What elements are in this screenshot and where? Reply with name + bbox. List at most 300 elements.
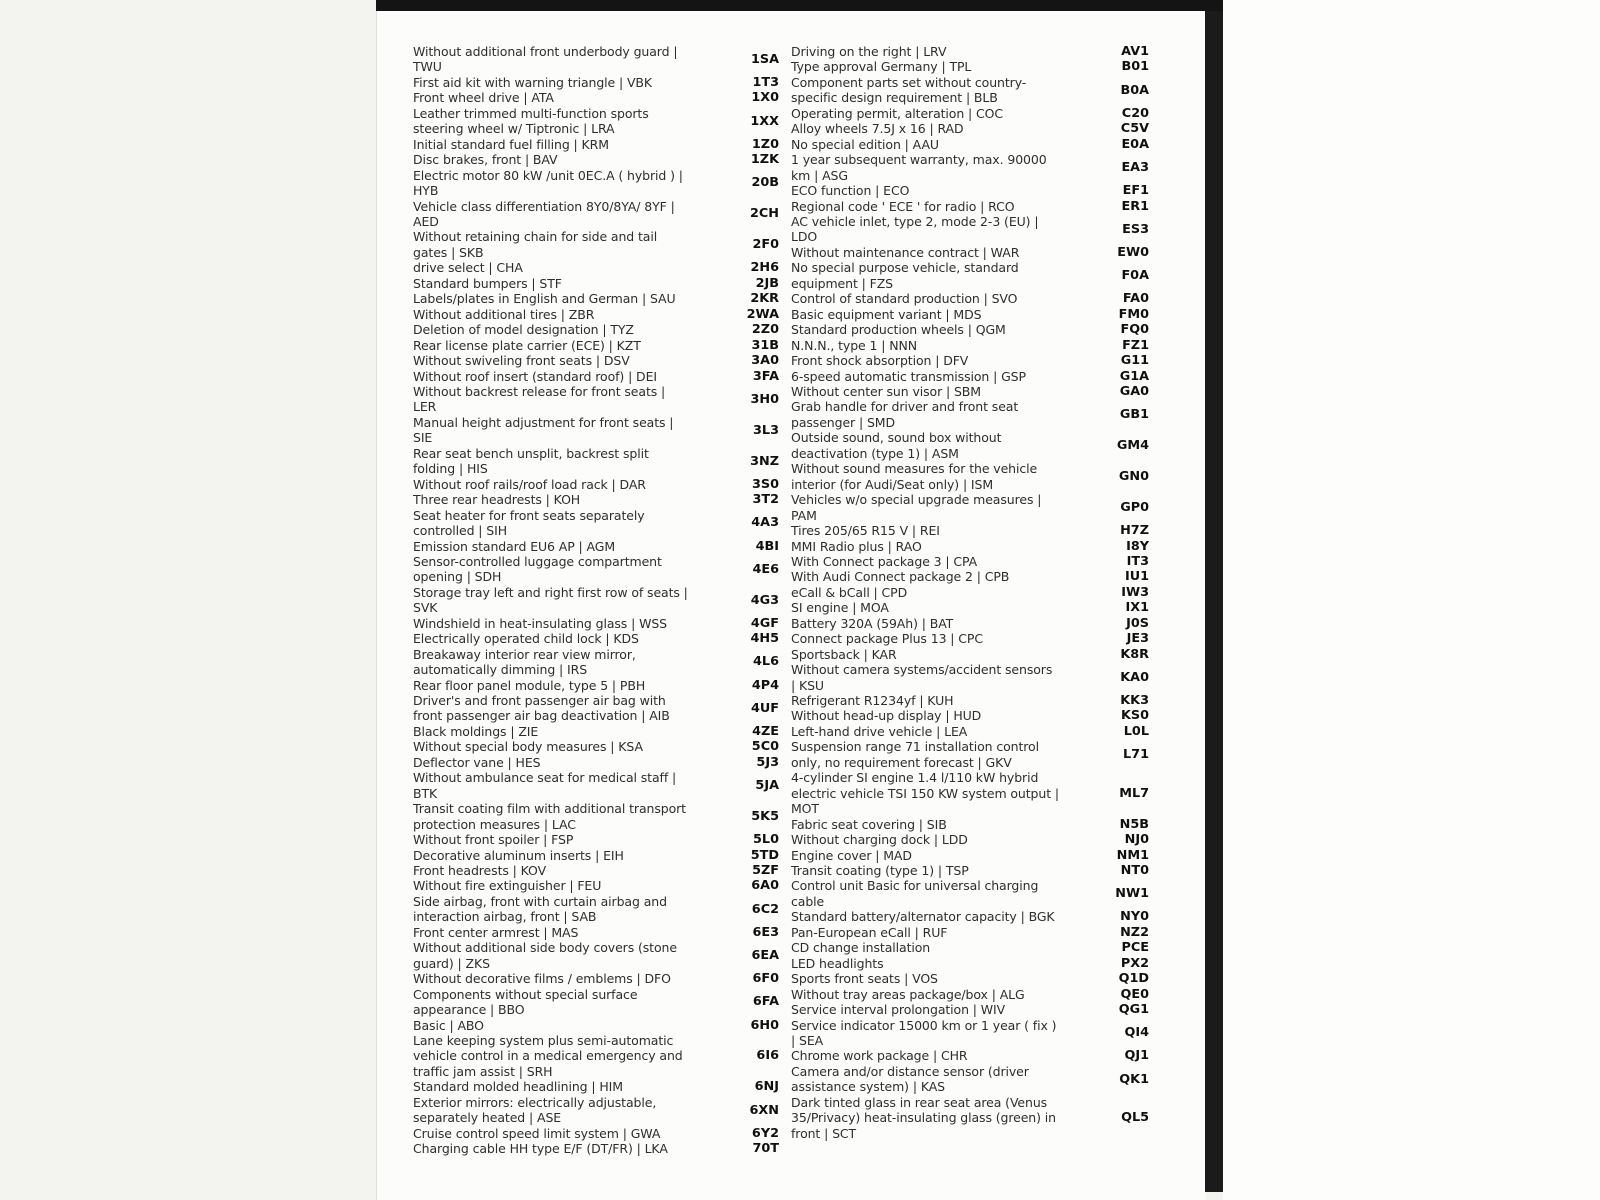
- list-item: [791, 106, 1149, 121]
- option-description: Connect package Plus 13 | CPC: [791, 631, 983, 647]
- list-item: [413, 75, 779, 90]
- pr-code: C5V: [1120, 121, 1149, 137]
- option-description: Without retaining chain for side and tail gates | SKB: [413, 229, 658, 260]
- pr-code: QI4: [1124, 1025, 1149, 1041]
- list-item: [791, 539, 1149, 554]
- option-description: With Connect package 3 | CPA: [791, 553, 978, 569]
- list-item: [413, 90, 779, 105]
- option-description: CD change installation: [791, 940, 931, 956]
- list-item: [791, 322, 1149, 337]
- option-description: Control of standard production | SVO: [791, 291, 1018, 307]
- list-item: [791, 554, 1149, 569]
- list-item: [791, 384, 1149, 399]
- pr-code: I8Y: [1126, 538, 1149, 554]
- option-description: Front shock absorption | DFV: [791, 353, 969, 369]
- list-item: [413, 925, 779, 940]
- list-item: [413, 276, 779, 291]
- option-description: No special purpose vehicle, standard equipment | FZS: [791, 260, 1019, 291]
- list-item: [413, 848, 779, 863]
- option-description: Chrome work package | CHR: [791, 1048, 968, 1064]
- option-description: Charging cable HH type E/F (DT/FR) | LKA: [413, 1141, 668, 1157]
- pr-code: L71: [1123, 747, 1149, 763]
- pr-code: B01: [1121, 59, 1149, 75]
- list-item: [413, 724, 779, 739]
- pr-code: 3T2: [752, 492, 779, 508]
- option-description: Basic equipment variant | MDS: [791, 306, 982, 322]
- option-description: Standard molded headlining | HIM: [413, 1079, 623, 1095]
- list-item: [791, 662, 1149, 693]
- list-item: [413, 801, 779, 832]
- option-description: 1 year subsequent warranty, max. 90000 km | ASG: [791, 152, 1047, 183]
- list-item: [791, 770, 1149, 816]
- pr-code: GA0: [1119, 383, 1149, 399]
- option-description: Driver's and front passenger air bag with front passenger air bag deactivation | AIB: [413, 693, 670, 724]
- option-description: 6-speed automatic transmission | GSP: [791, 368, 1026, 384]
- list-item: [413, 369, 779, 384]
- list-item: [791, 909, 1149, 924]
- pr-code: 6EA: [751, 948, 779, 963]
- list-item: [791, 971, 1149, 986]
- pr-code: 1T3: [752, 74, 779, 90]
- pr-code: 5C0: [751, 739, 779, 755]
- option-description: Leather trimmed multi-function sports steering wheel w/ Tiptronic | LRA: [413, 105, 649, 137]
- pr-code: 6I6: [756, 1048, 779, 1064]
- option-description: Engine cover | MAD: [791, 847, 912, 863]
- pr-code: 2F0: [752, 237, 779, 253]
- pr-code: KA0: [1120, 669, 1149, 685]
- list-item: [413, 647, 779, 678]
- list-item: [413, 616, 779, 631]
- option-description: Labels/plates in English and German | SAU: [413, 291, 676, 307]
- option-description: Sports front seats | VOS: [791, 971, 938, 987]
- list-item: [791, 291, 1149, 306]
- option-description: Refrigerant R1234yf | KUH: [791, 693, 954, 709]
- option-description: Transit coating (type 1) | TSP: [791, 863, 969, 879]
- pr-code: 1X0: [751, 90, 779, 106]
- pr-code: EF1: [1122, 183, 1149, 199]
- pr-code: ES3: [1122, 221, 1149, 237]
- pr-code: G11: [1120, 353, 1149, 369]
- pr-code: 6E3: [752, 924, 779, 940]
- pr-code: H7Z: [1120, 523, 1149, 539]
- option-description: AC vehicle inlet, type 2, mode 2-3 (EU) | LDO: [791, 213, 1039, 245]
- list-item: [413, 137, 779, 152]
- list-item: [413, 106, 779, 137]
- option-description: Left-hand drive vehicle | LEA: [791, 723, 968, 739]
- list-item: [791, 75, 1149, 106]
- pr-code: 4UF: [750, 700, 779, 716]
- pr-code: L0L: [1123, 723, 1149, 739]
- option-description: Without roof rails/roof load rack | DAR: [413, 476, 646, 492]
- pr-code: 4P4: [751, 677, 779, 693]
- list-item: [791, 492, 1149, 523]
- left-code-list: [413, 44, 779, 1157]
- list-item: [413, 631, 779, 646]
- list-item: [413, 44, 779, 75]
- option-description: Black moldings | ZIE: [413, 723, 539, 739]
- pr-code: 1ZK: [750, 152, 779, 168]
- pr-code: 6Y2: [751, 1125, 779, 1141]
- list-item: [791, 307, 1149, 322]
- option-description: First aid kit with warning triangle | VBK: [413, 74, 653, 90]
- pr-code: 5JA: [755, 778, 779, 794]
- list-item: [791, 739, 1149, 770]
- list-item: [791, 430, 1149, 461]
- list-item: [413, 987, 779, 1018]
- pr-code: QJ1: [1124, 1048, 1149, 1064]
- pr-code: IT3: [1126, 553, 1149, 569]
- list-item: [791, 848, 1149, 863]
- pr-code: NJ0: [1124, 832, 1149, 848]
- list-item: [413, 554, 779, 585]
- list-item: [791, 199, 1149, 214]
- option-description: Suspension range 71 installation control only, no requirement forecast | GKV: [791, 739, 1039, 770]
- option-description: Storage tray left and right first row of seats | SVK: [413, 584, 688, 616]
- option-description: Service indicator 15000 km or 1 year ( fix ) | SEA: [791, 1017, 1057, 1048]
- option-description: Lane keeping system plus semi-automatic vehicle control in a medical emergency and traffic jam assist | SRH: [413, 1033, 683, 1079]
- pr-code: EA3: [1121, 159, 1149, 175]
- pr-code: 4BI: [755, 538, 779, 554]
- option-description: Without center sun visor | SBM: [791, 383, 981, 399]
- option-description: Driving on the right | LRV: [791, 44, 947, 59]
- pr-code: 2WA: [746, 306, 779, 322]
- pr-code: ER1: [1121, 198, 1149, 214]
- pr-code: 2KR: [750, 291, 779, 307]
- pr-code: 5J3: [756, 754, 779, 770]
- pr-code: 4A3: [751, 515, 779, 531]
- pr-code: GM4: [1116, 438, 1149, 454]
- option-description: Without charging dock | LDD: [791, 832, 968, 848]
- list-item: [791, 693, 1149, 708]
- list-item: [413, 585, 779, 616]
- pr-code: IX1: [1125, 600, 1149, 616]
- list-item: [791, 863, 1149, 878]
- pr-code: B0A: [1120, 82, 1149, 98]
- pr-code: QG1: [1118, 1002, 1149, 1018]
- option-description: Without special body measures | KSA: [413, 739, 643, 755]
- pr-code: 6A0: [751, 878, 779, 894]
- list-item: [413, 878, 779, 893]
- list-item: [791, 956, 1149, 971]
- option-description: Manual height adjustment for front seats | SIE: [413, 414, 674, 446]
- list-item: [413, 832, 779, 847]
- pr-code: 4G3: [750, 592, 779, 608]
- option-description: Fabric seat covering | SIB: [791, 816, 947, 832]
- list-item: [413, 291, 779, 306]
- list-item: [791, 369, 1149, 384]
- list-item: [413, 770, 779, 801]
- list-item: [791, 878, 1149, 909]
- pr-code: 6NJ: [754, 1079, 779, 1095]
- list-item: [791, 1095, 1149, 1141]
- pr-code: PCE: [1121, 940, 1149, 956]
- option-description: Decorative aluminum inserts | EIH: [413, 847, 624, 863]
- list-item: [791, 1018, 1149, 1049]
- list-item: [413, 492, 779, 507]
- pr-code: G1A: [1119, 368, 1149, 384]
- list-item: [413, 168, 779, 199]
- option-description: Sensor-controlled luggage compartment opening | SDH: [413, 553, 662, 585]
- list-item: [413, 1126, 779, 1141]
- option-description: Without additional front underbody guard | TWU: [413, 44, 678, 75]
- option-description: Regional code ' ECE ' for radio | RCO: [791, 198, 1015, 214]
- option-description: Basic | ABO: [413, 1017, 484, 1033]
- option-description: Rear license plate carrier (ECE) | KZT: [413, 337, 641, 353]
- pr-code: GP0: [1120, 499, 1149, 515]
- pr-code: FM0: [1118, 306, 1149, 322]
- pr-code: NZ2: [1120, 924, 1149, 940]
- list-item: [791, 708, 1149, 723]
- list-item: [791, 399, 1149, 430]
- pr-code: 4GF: [750, 615, 779, 631]
- option-description: Disc brakes, front | BAV: [413, 152, 558, 168]
- pr-code: IU1: [1124, 569, 1149, 585]
- option-description: Without fire extinguisher | FEU: [413, 878, 602, 894]
- list-item: [413, 229, 779, 260]
- pr-code: 3A0: [751, 353, 779, 369]
- pr-code: IW3: [1121, 584, 1149, 600]
- pr-code: KS0: [1120, 708, 1149, 724]
- list-item: [413, 739, 779, 754]
- pr-code: NT0: [1120, 863, 1149, 879]
- pr-code: 2JB: [755, 275, 779, 291]
- list-item: [791, 523, 1149, 538]
- pr-code: 4L6: [753, 654, 779, 670]
- pr-code: JE3: [1126, 631, 1149, 647]
- option-description: Tires 205/65 R15 V | REI: [791, 523, 940, 539]
- pr-code: 6H0: [750, 1017, 779, 1033]
- list-item: [413, 338, 779, 353]
- pr-code: Q1D: [1118, 971, 1149, 987]
- option-description: Front headrests | KOV: [413, 863, 547, 879]
- option-description: Without decorative films / emblems | DFO: [413, 971, 671, 987]
- option-description: Without additional tires | ZBR: [413, 306, 595, 322]
- list-item: [791, 214, 1149, 245]
- list-item: [413, 199, 779, 230]
- list-item: [413, 755, 779, 770]
- option-description: Operating permit, alteration | COC: [791, 105, 1004, 121]
- list-item: [413, 693, 779, 724]
- list-item: [791, 59, 1149, 74]
- option-description: Without roof insert (standard roof) | DEI: [413, 368, 657, 384]
- option-description: N.N.N., type 1 | NNN: [791, 337, 917, 353]
- pr-code: 5TD: [750, 847, 779, 863]
- list-item: [413, 260, 779, 275]
- pr-code: 3H0: [750, 391, 779, 407]
- option-description: Breakaway interior rear view mirror, automatically dimming | IRS: [413, 646, 636, 678]
- option-description: ECO function | ECO: [791, 183, 910, 199]
- option-description: Without swiveling front seats | DSV: [413, 353, 630, 369]
- list-item: [791, 338, 1149, 353]
- pr-code: NM1: [1116, 847, 1149, 863]
- option-description: Without head-up display | HUD: [791, 708, 982, 724]
- pr-code: 6XN: [749, 1102, 779, 1118]
- pr-code: EW0: [1117, 244, 1149, 260]
- option-description: Outside sound, sound box without deactivation (type 1) | ASM: [791, 430, 1002, 461]
- pr-code: PX2: [1120, 955, 1149, 971]
- option-description: Pan-European eCall | RUF: [791, 924, 948, 940]
- list-item: [413, 152, 779, 167]
- scanned-page: [376, 0, 1206, 1200]
- option-description: Components without special surface appearance | BBO: [413, 986, 638, 1018]
- list-item: [791, 245, 1149, 260]
- pr-code: QK1: [1119, 1071, 1149, 1087]
- list-item: [791, 987, 1149, 1002]
- option-description: Side airbag, front with curtain airbag and interaction airbag, front | SAB: [413, 893, 667, 925]
- list-item: [413, 1141, 779, 1156]
- list-item: [413, 477, 779, 492]
- list-item: [791, 152, 1149, 183]
- option-description: Camera and/or distance sensor (driver assistance system) | KAS: [791, 1063, 1029, 1095]
- list-item: [413, 539, 779, 554]
- option-description: Front wheel drive | ATA: [413, 90, 554, 106]
- option-description: Service interval prolongation | WIV: [791, 1002, 1006, 1018]
- list-item: [791, 925, 1149, 940]
- option-description: Battery 320A (59Ah) | BAT: [791, 615, 954, 631]
- list-item: [413, 384, 779, 415]
- option-description: Deletion of model designation | TYZ: [413, 322, 634, 338]
- list-item: [791, 183, 1149, 198]
- pr-code: 3L3: [753, 422, 779, 438]
- option-description: Grab handle for driver and front seat passenger | SMD: [791, 399, 1019, 430]
- option-description: MMI Radio plus | RAO: [791, 538, 922, 554]
- option-description: Exterior mirrors: electrically adjustable, separately heated | ASE: [413, 1094, 657, 1126]
- list-item: [413, 307, 779, 322]
- pr-code: N5B: [1119, 816, 1149, 832]
- option-description: With Audi Connect package 2 | CPB: [791, 569, 1010, 585]
- pr-code: J0S: [1126, 615, 1149, 631]
- pr-code: QL5: [1121, 1110, 1149, 1126]
- list-item: [413, 1033, 779, 1079]
- list-item: [413, 322, 779, 337]
- list-item: [791, 461, 1149, 492]
- list-item: [791, 1002, 1149, 1017]
- pr-code: 5L0: [753, 832, 779, 848]
- option-description: Windshield in heat-insulating glass | WSS: [413, 615, 667, 631]
- pr-code: 2H6: [750, 260, 779, 276]
- pr-code: FA0: [1122, 291, 1149, 307]
- pr-code: 2CH: [749, 206, 779, 222]
- pr-code: 6FA: [752, 994, 779, 1010]
- option-description: Vehicles w/o special upgrade measures | PAM: [791, 492, 1042, 523]
- option-description: Without camera systems/accident sensors | KSU: [791, 662, 1053, 693]
- pr-code: 31B: [751, 337, 779, 353]
- option-description: Component parts set without country-specific design requirement | BLB: [791, 74, 1027, 106]
- pr-code: FQ0: [1120, 322, 1149, 338]
- option-description: Type approval Germany | TPL: [791, 59, 972, 75]
- list-item: [413, 446, 779, 477]
- option-description: Deflector vane | HES: [413, 754, 541, 770]
- list-item: [791, 137, 1149, 152]
- pr-code: 5K5: [751, 808, 779, 824]
- list-item: [413, 1095, 779, 1126]
- list-item: [791, 647, 1149, 662]
- pr-code: QE0: [1120, 986, 1149, 1002]
- scan-top-edge: [376, 0, 1223, 11]
- option-description: Vehicle class differentiation 8Y0/8YA/ 8YF | AED: [413, 198, 675, 229]
- option-description: Alloy wheels 7.5J x 16 | RAD: [791, 121, 964, 137]
- list-item: [791, 631, 1149, 646]
- list-item: [791, 44, 1149, 59]
- option-description: No special edition | AAU: [791, 136, 939, 152]
- pr-code: F0A: [1121, 268, 1149, 284]
- option-description: Standard bumpers | STF: [413, 275, 562, 291]
- option-description: Without maintenance contract | WAR: [791, 244, 1020, 260]
- list-item: [413, 1079, 779, 1094]
- list-item: [791, 260, 1149, 291]
- option-description: Transit coating film with additional transport protection measures | LAC: [413, 801, 686, 832]
- list-item: [413, 940, 779, 971]
- option-description: Control unit Basic for universal charging cable: [791, 878, 1039, 909]
- list-item: [413, 863, 779, 878]
- list-item: [791, 353, 1149, 368]
- option-description: Electrically operated child lock | KDS: [413, 631, 639, 647]
- option-description: Without tray areas package/box | ALG: [791, 986, 1025, 1002]
- option-description: 4-cylinder SI engine 1.4 l/110 kW hybrid electric vehicle TSI 150 KW system output | MOT: [791, 770, 1060, 817]
- option-description: SI engine | MOA: [791, 600, 889, 616]
- scan-right-margin: [1223, 0, 1600, 1200]
- option-description: Without backrest release for front seats | LER: [413, 383, 666, 415]
- pr-code: 1Z0: [751, 136, 779, 152]
- pr-code: 3S0: [751, 476, 779, 492]
- list-item: [413, 678, 779, 693]
- list-item: [791, 724, 1149, 739]
- list-item: [791, 817, 1149, 832]
- pr-code: 20B: [751, 175, 779, 191]
- pr-code: 2Z0: [751, 322, 779, 338]
- option-description: Front center armrest | MAS: [413, 924, 579, 940]
- option-description: drive select | CHA: [413, 260, 523, 276]
- option-description: Rear seat bench unsplit, backrest split folding | HIS: [413, 445, 649, 477]
- pr-code: 4H5: [750, 631, 779, 647]
- option-description: Rear floor panel module, type 5 | PBH: [413, 677, 646, 693]
- pr-code: K8R: [1120, 646, 1149, 662]
- option-description: Without ambulance seat for medical staff | BTK: [413, 770, 677, 801]
- option-description: LED headlights: [791, 955, 884, 971]
- pr-code: 4ZE: [752, 723, 779, 739]
- option-description: Without sound measures for the vehicle interior (for Audi/Seat only) | ISM: [791, 461, 1038, 492]
- pr-code: GN0: [1118, 468, 1149, 484]
- pr-code: 3FA: [752, 368, 779, 384]
- pr-code: AV1: [1121, 44, 1149, 59]
- list-item: [791, 940, 1149, 955]
- option-description: Electric motor 80 kW /unit 0EC.A ( hybrid ) | HYB: [413, 167, 683, 199]
- option-description: Without additional side body covers (stone guard) | ZKS: [413, 940, 677, 971]
- list-item: [791, 600, 1149, 615]
- pr-code: NY0: [1120, 909, 1149, 925]
- pr-code: 1SA: [750, 51, 779, 67]
- option-description: Sportsback | KAR: [791, 646, 897, 662]
- option-description: Dark tinted glass in rear seat area (Venus 35/Privacy) heat-insulating glass (green) in front | SCT: [791, 1094, 1056, 1141]
- pr-code: C20: [1121, 105, 1149, 121]
- pr-code: 4E6: [752, 561, 779, 577]
- list-item: [791, 585, 1149, 600]
- option-description: Without front spoiler | FSP: [413, 832, 574, 848]
- list-item: [791, 569, 1149, 584]
- list-item: [791, 1064, 1149, 1095]
- list-item: [413, 508, 779, 539]
- pr-code: 3NZ: [750, 453, 779, 469]
- list-item: [413, 415, 779, 446]
- option-description: Standard battery/alternator capacity | BGK: [791, 909, 1055, 925]
- list-item: [413, 1018, 779, 1033]
- scan-right-edge: [1205, 0, 1223, 1192]
- pr-code: 6C2: [751, 901, 779, 917]
- list-item: [413, 894, 779, 925]
- list-item: [791, 616, 1149, 631]
- pr-code: FZ1: [1122, 337, 1149, 353]
- right-code-list: [791, 44, 1149, 1141]
